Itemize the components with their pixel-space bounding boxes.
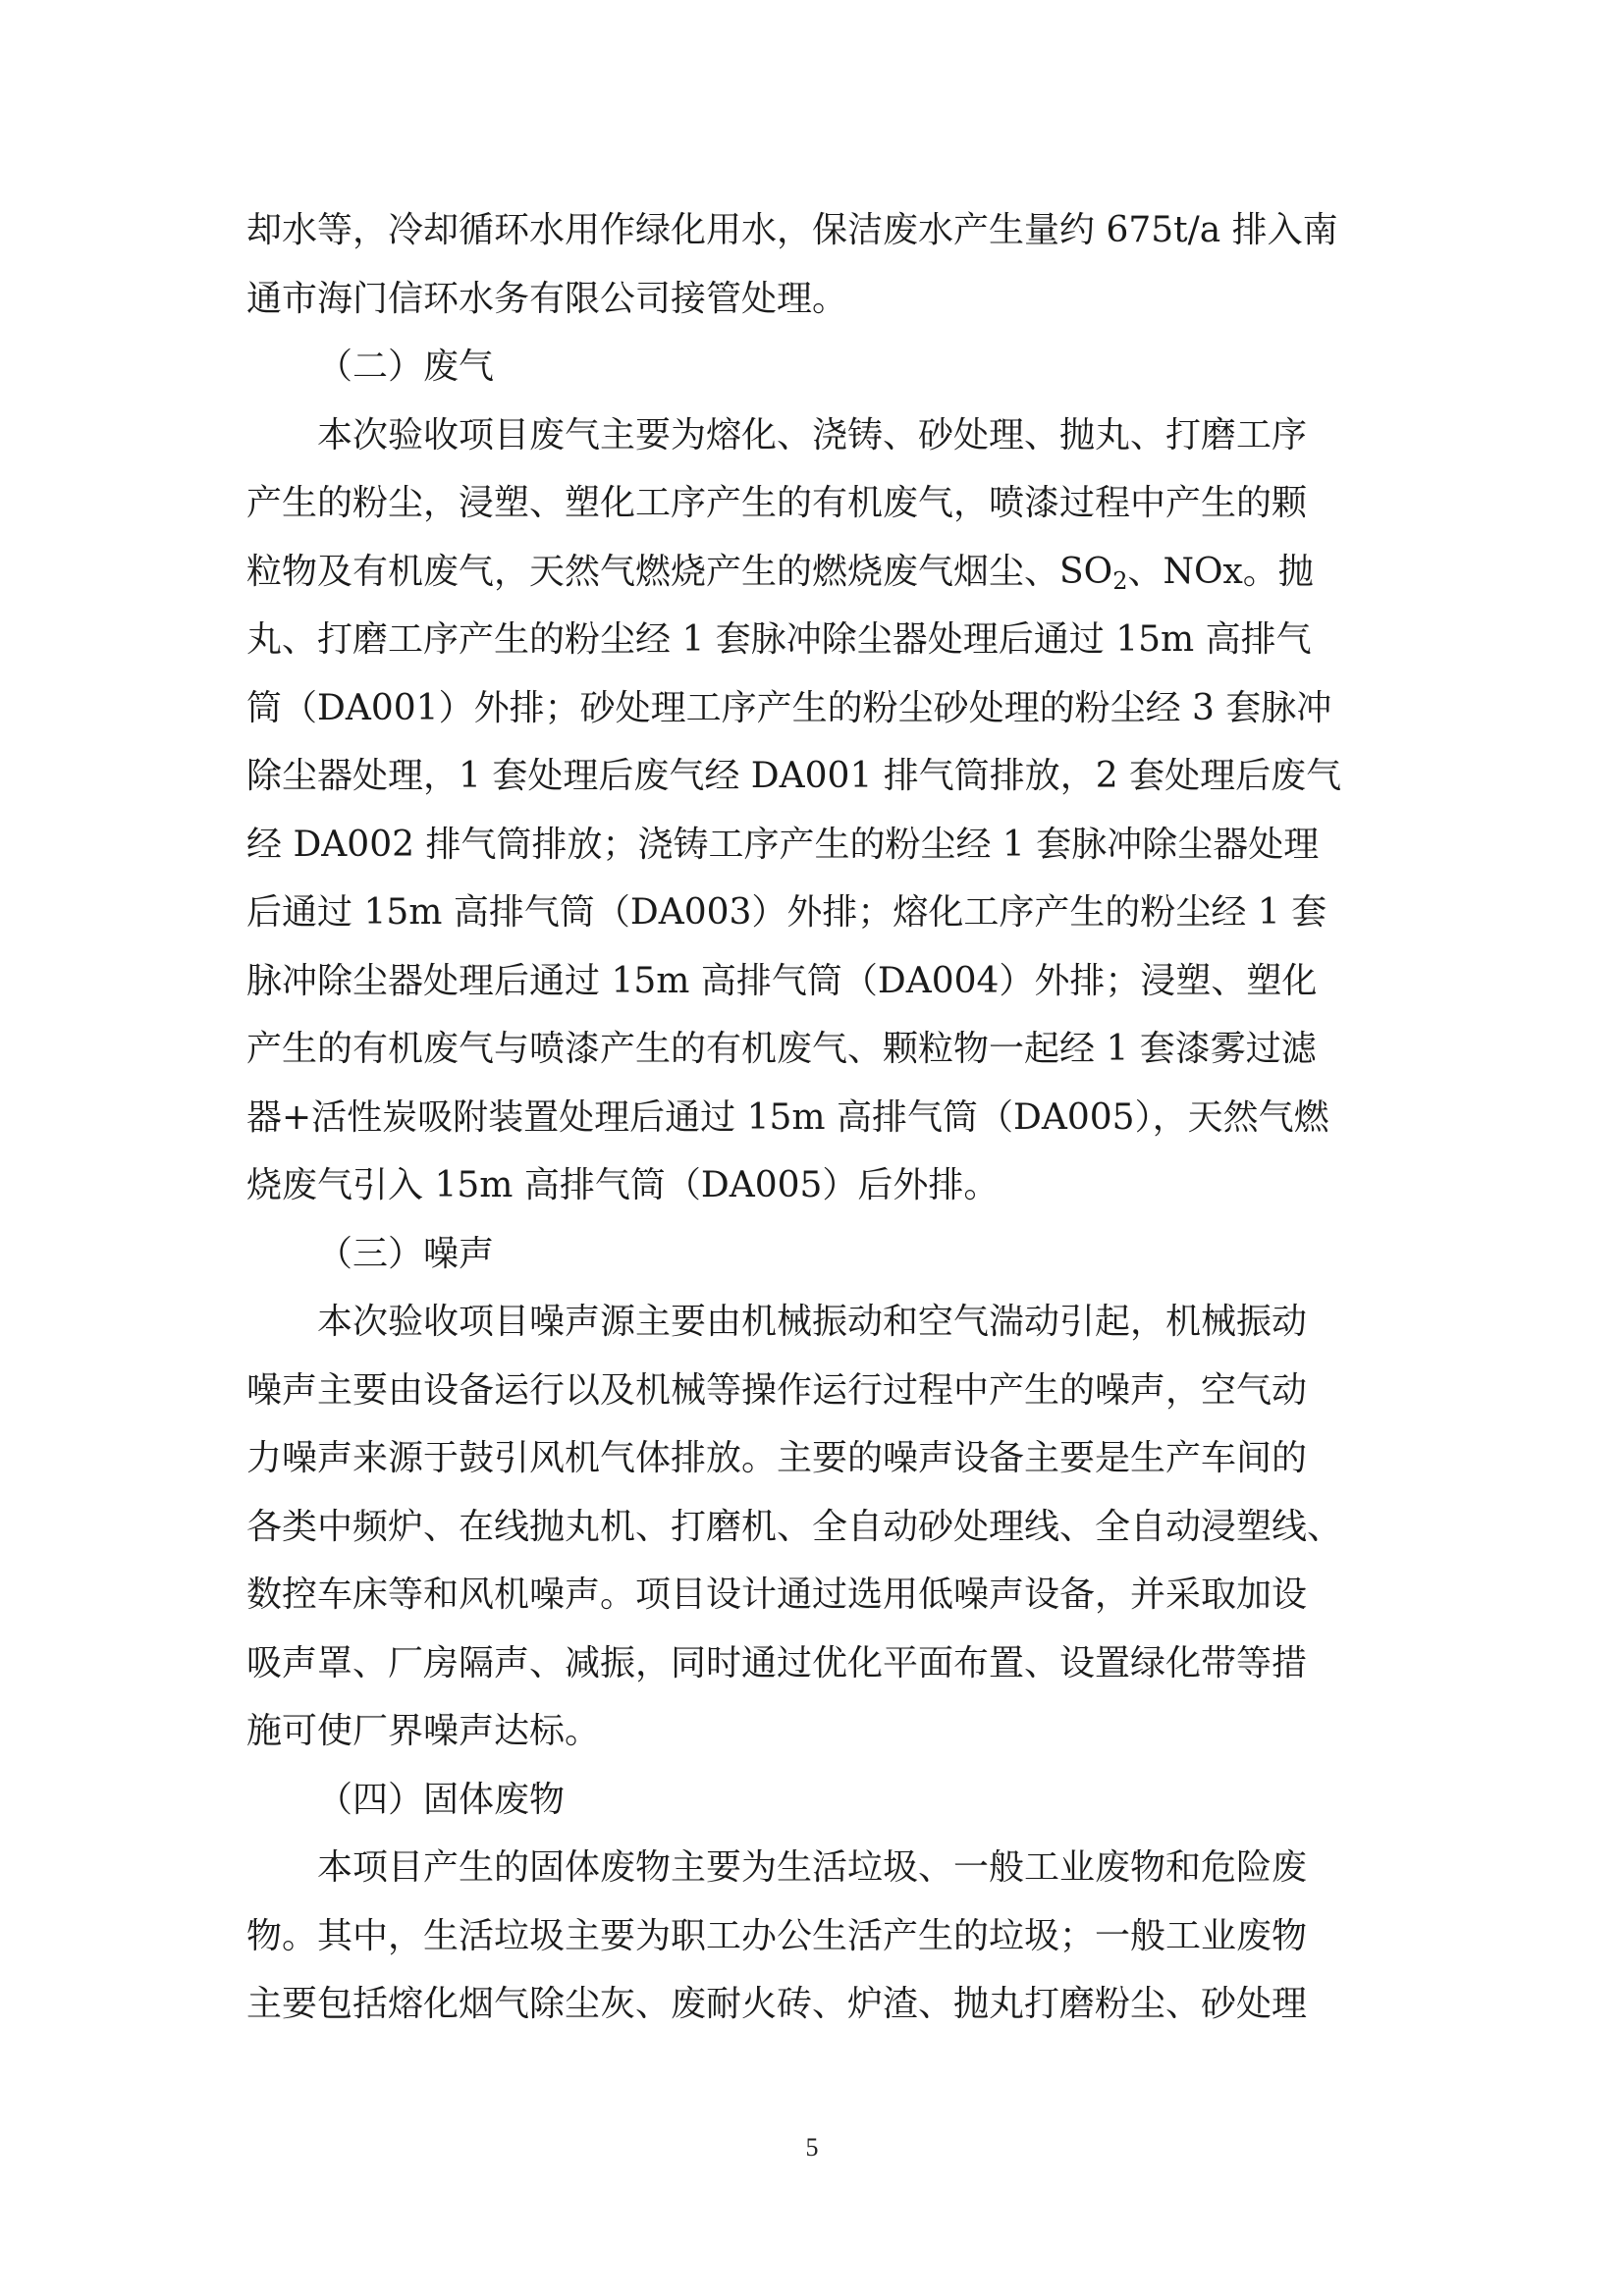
page-number: 5 [805,2133,819,2162]
section-heading-solid-waste: （四）固体废物 [317,1779,566,1820]
text-line: 产生的粉尘，浸塑、塑化工序产生的有机废气，喷漆过程中产生的颗 [246,483,1308,523]
text-line: 数控车床等和风机噪声。项目设计通过选用低噪声设备，并采取加设 [246,1575,1308,1615]
text-line: 脉冲除尘器处理后通过 15m 高排气筒（DA004）外排；浸塑、塑化 [246,960,1318,1001]
text-line: 经 DA002 排气筒排放；浇铸工序产生的粉尘经 1 套脉冲除尘器处理 [246,824,1320,865]
text-line: 本次验收项目废气主要为熔化、浇铸、砂处理、抛丸、打磨工序 [317,414,1308,455]
text-line: 各类中频炉、在线抛丸机、打磨机、全自动砂处理线、全自动浸塑线、 [246,1506,1343,1547]
document-body [246,196,1387,2039]
text-line [246,538,1387,607]
text-line: 却水等，冷却循环水用作绿化用水，保洁废水产生量约 675t/a 排入南 [246,210,1338,250]
text-line: 后通过 15m 高排气筒（DA003）外排；熔化工序产生的粉尘经 1 套 [246,892,1327,933]
text-fragment: 粒物及有机废气，天然气燃烧产生的燃烧废气烟尘、SO [246,551,1113,592]
text-line: 烧废气引入 15m 高排气筒（DA005）后外排。 [246,1165,1000,1205]
text-line: 主要包括熔化烟气除尘灰、废耐火砖、炉渣、抛丸打磨粉尘、砂处理 [246,1984,1308,2024]
text-line: 器+活性炭吸附装置处理后通过 15m 高排气筒（DA005），天然气燃 [246,1096,1329,1138]
text-line: 除尘器处理，1 套处理后废气经 DA001 排气筒排放，2 套处理后废气 [246,756,1342,796]
text-line: 筒（DA001）外排；砂处理工序产生的粉尘砂处理的粉尘经 3 套脉冲 [246,687,1332,728]
text-line: 丸、打磨工序产生的粉尘经 1 套脉冲除尘器处理后通过 15m 高排气 [246,619,1312,660]
text-line: 产生的有机废气与喷漆产生的有机废气、颗粒物一起经 1 套漆雾过滤 [246,1029,1317,1069]
text-fragment: 、NOx。抛 [1127,551,1314,592]
text-line: 噪声主要由设备运行以及机械等操作运行过程中产生的噪声，空气动 [246,1369,1308,1411]
text-line: 施可使厂界噪声达标。 [246,1711,601,1751]
text-line: 本项目产生的固体废物主要为生活垃圾、一般工业废物和危险废 [317,1847,1308,1888]
text-line: 吸声罩、厂房隔声、减振，同时通过优化平面布置、设置绿化带等措 [246,1642,1308,1683]
text-line: 力噪声来源于鼓引风机气体排放。主要的噪声设备主要是生产车间的 [246,1438,1308,1478]
subscript: 2 [1112,566,1128,595]
text-line: 本次验收项目噪声源主要由机械振动和空气湍动引起，机械振动 [317,1302,1308,1342]
text-line: 通市海门信环水务有限公司接管处理。 [246,278,848,319]
text-line: 物。其中，生活垃圾主要为职工办公生活产生的垃圾；一般工业废物 [246,1915,1308,1956]
section-heading-noise: （三）噪声 [317,1233,495,1274]
section-heading-waste-gas: （二）废气 [317,347,495,387]
